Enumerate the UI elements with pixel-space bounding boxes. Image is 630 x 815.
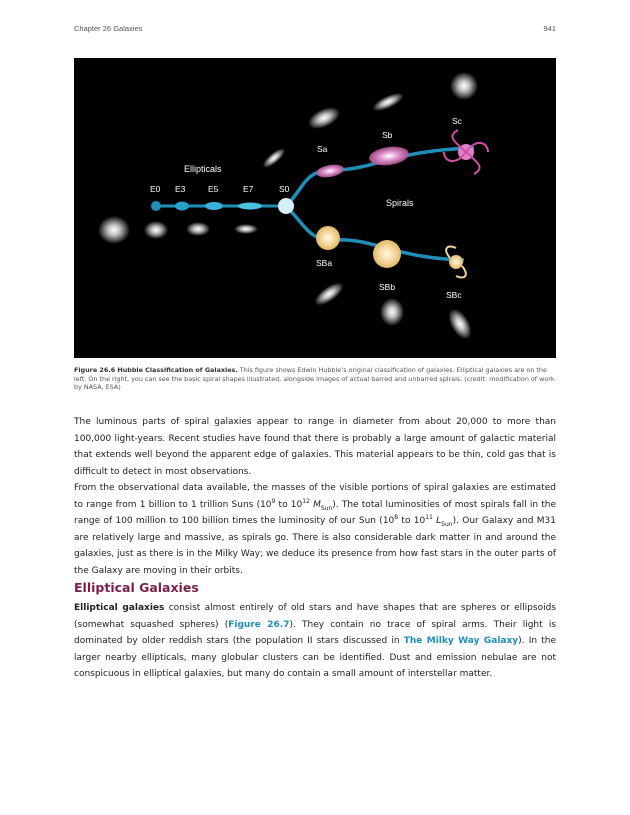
sbb-label: SBb [379, 282, 396, 292]
text-segment: ). They contain no trace of spiral arms. Their light is dominated by older reddish stars (the population II stars discussed in [74, 619, 557, 646]
text-segment: ). The total luminosities of most spirals fall in the range of 100 million to 100 billion times the luminosity of our Sun (10 [74, 499, 556, 526]
page-number: 941 [543, 24, 556, 33]
figure-caption [74, 366, 556, 392]
figure-background [74, 58, 556, 358]
chapter-title: Chapter 26 Galaxies [74, 24, 143, 33]
sun-subscript: Sun [441, 520, 453, 528]
exponent: 12 [302, 497, 310, 505]
e0-label: E0 [150, 184, 161, 194]
hubble-classification-figure [74, 58, 556, 358]
ellipticals-label: Ellipticals [184, 164, 222, 174]
caption-text: This figure shows Edwin Hubble’s original classification of galaxies. Elliptical galaxies are on the left. On the right, you can see the basic spiral shapes illustrated, alongside images of actual barred and unbarred spirals. (credit: modification of work by NASA, ESA) [74, 366, 555, 392]
text-segment: to 10 [275, 499, 303, 510]
key-term: Elliptical galaxies [74, 603, 165, 613]
e7-shape [238, 203, 262, 210]
e5-photo [186, 222, 210, 236]
section-heading: Elliptical Galaxies [74, 580, 199, 595]
sba-shape [316, 226, 340, 250]
luminosity-symbol: L [436, 516, 442, 526]
sc-label: Sc [452, 116, 462, 126]
figure-label: Figure 26.6 Hubble Classification of Galaxies. [74, 366, 238, 374]
paragraph-masses [74, 480, 556, 579]
s0-label: S0 [279, 184, 290, 194]
spirals-label: Spirals [386, 198, 414, 208]
text-segment: to 10 [398, 516, 426, 526]
sbb-photo [380, 298, 404, 326]
sc-photo [450, 72, 478, 100]
figure-link[interactable]: Figure 26.7 [228, 619, 290, 630]
sbb-shape [373, 240, 401, 268]
text-segment: ). Our Galaxy and M31 are relatively large and massive, as spirals go. There is also considerable dark matter in and around the galaxies, just as there is in the Milky Way; we deduce its presence from how fast stars in the outer parts of the Galaxy are moving in their orbits. [74, 516, 556, 576]
e5-shape [205, 202, 223, 210]
text-segment: ). In the larger nearby ellipticals, many globular clusters can be identified. Dust and emission nebulae are not conspicuous in elliptical galaxies, but many do contain a small amount of interstellar matter. [74, 636, 556, 679]
sbc-label: SBc [446, 290, 462, 300]
e3-label: E3 [175, 184, 186, 194]
s0-shape [278, 198, 294, 214]
e3-shape [175, 202, 189, 211]
e5-label: E5 [208, 184, 219, 194]
paragraph-diameter: The luminous parts of spiral galaxies appear to range in diameter from about 20,000 to more than 100,000 light-years. Recent studies have found that there is probably a large amount of galactic material that extends well beyond the apparent edge of galaxies. This material appears to be thin, cold gas that is difficult to detect in most observations. [74, 417, 556, 477]
e7-photo [234, 224, 258, 234]
sun-subscript: Sun [320, 504, 333, 512]
hubble-diagram [74, 58, 556, 358]
milky-way-link[interactable]: The Milky Way Galaxy [403, 636, 519, 646]
sa-label: Sa [317, 144, 328, 154]
sb-label: Sb [382, 130, 393, 140]
sba-label: SBa [316, 258, 333, 268]
paragraph-ellipticals [74, 600, 556, 683]
e3-photo [144, 221, 168, 239]
exponent: 9 [271, 497, 276, 505]
text-segment: consist almost entirely of old stars and have shapes that are spheres or ellipsoids (somewhat squashed spheres) ( [74, 603, 556, 630]
exponent: 8 [394, 514, 399, 521]
e0-photo [98, 216, 130, 244]
e7-label: E7 [243, 184, 254, 194]
e0-shape [151, 201, 161, 211]
mass-symbol: M [313, 499, 321, 510]
text-segment: From the observational data available, the masses of the visible portions of spiral galaxies are estimated to range from 1 billion to 1 trillion Suns (10 [74, 483, 556, 510]
exponent: 11 [425, 514, 433, 521]
running-head [74, 24, 556, 36]
